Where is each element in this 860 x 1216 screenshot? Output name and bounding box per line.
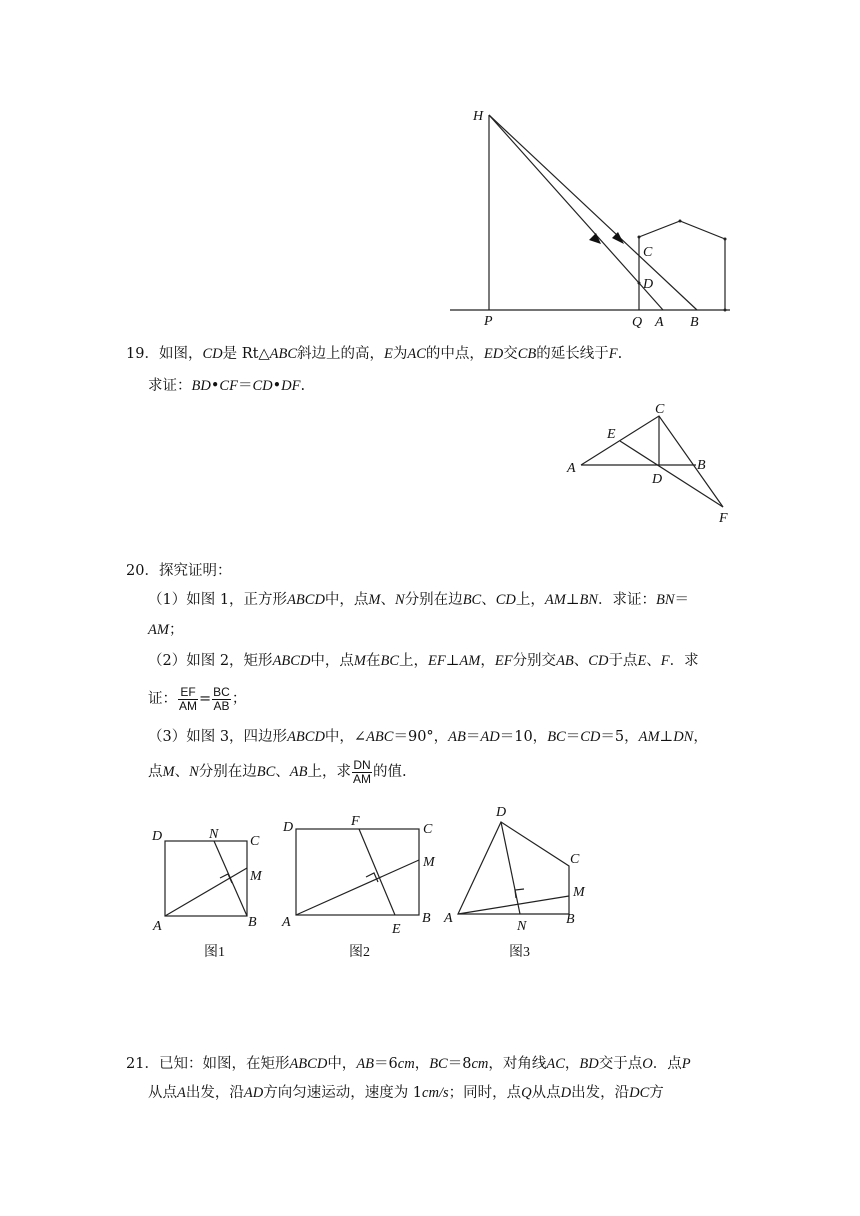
fig3-caption: 图3 [509, 945, 530, 960]
fig2-label-m: M [423, 855, 435, 870]
fraction-bc-ab: $\frac{BC}{AB}$ [213, 684, 230, 713]
fig2-label-e: E [392, 922, 401, 937]
fig2-label-f: F [351, 814, 360, 829]
q20-part3-line2: 点M、N分别在边BC、AB上，求 $\frac{DN}{AM}$ 的值. [148, 757, 407, 786]
label-p: P [484, 314, 493, 329]
fig2-label-c: C [423, 822, 433, 837]
q20-part3-line1: （3）如图 3，四边形ABCD中，∠ABC＝90°，AB＝AD＝10，BC＝CD＝5，AM⊥DN， [148, 729, 708, 745]
fig1-label-a: A [153, 919, 162, 934]
fig1-label-n: N [209, 827, 219, 842]
fig3-label-b: B [566, 912, 575, 927]
fig1-label-m: M [250, 869, 262, 884]
q21-line2: 从点A出发，沿AD方向匀速运动，速度为 1cm/s；同时，点Q从点D出发，沿DC方 [148, 1085, 664, 1101]
label-a: A [567, 461, 576, 476]
label-h: H [473, 109, 484, 124]
q20-part1-line1: （1）如图 1，正方形ABCD中，点M、N分别在边BC、CD上，AM⊥BN．求证：BN＝ [148, 592, 690, 608]
q20-part2-line2: 证： $\frac{EF}{AM}$ = $\frac{BC}{AB}$ ； [148, 684, 247, 713]
label-c: C [643, 245, 653, 260]
fig3-label-m: M [573, 885, 585, 900]
label-f: F [719, 511, 728, 526]
label-a: A [655, 315, 664, 330]
fraction-dn-am: $\frac{DN}{AM}$ [353, 757, 372, 786]
label-c: C [655, 402, 665, 417]
fig2-label-a: A [282, 915, 291, 930]
fig2-label-b: B [422, 911, 431, 926]
fig1-label-b: B [248, 915, 257, 930]
fig3-label-n: N [517, 919, 527, 934]
label-d: D [652, 472, 663, 487]
fig1-caption: 图1 [204, 945, 225, 960]
fig3-label-a: A [444, 911, 453, 926]
fig3-label-d: D [496, 805, 507, 820]
label-b: B [697, 458, 706, 473]
q20-title: 20．探究证明： [126, 563, 232, 579]
q19-line1: 19．如图，CD是 Rt△ABC斜边上的高，E为AC的中点，ED交CB的延长线于F. [126, 346, 623, 362]
q19-line2: 求证：BD•CF＝CD•DF. [148, 378, 306, 394]
q21-line1: 21．已知：如图，在矩形ABCD中，AB＝6cm，BC＝8cm，对角线AC，BD交于点O．点P [126, 1056, 691, 1072]
fig1-label-c: C [250, 834, 260, 849]
fig2-label-d: D [283, 820, 294, 835]
figure-q19-triangle [560, 395, 745, 530]
label-b: B [690, 315, 699, 330]
label-e: E [607, 427, 616, 442]
fig1-label-d: D [152, 829, 163, 844]
q20-part2-line1: （2）如图 2，矩形ABCD中，点M在BC上，EF⊥AM，EF分别交AB、CD于点E、F．求 [148, 653, 699, 669]
figure-shadow-problem [440, 100, 740, 335]
fraction-ef-am: $\frac{EF}{AM}$ [179, 684, 197, 713]
label-q: Q [632, 315, 643, 330]
label-d: D [643, 277, 654, 292]
fig3-label-c: C [570, 852, 580, 867]
figure-q20-set [145, 800, 605, 970]
q20-part1-line2: AM； [148, 622, 184, 638]
fig2-caption: 图2 [349, 945, 370, 960]
